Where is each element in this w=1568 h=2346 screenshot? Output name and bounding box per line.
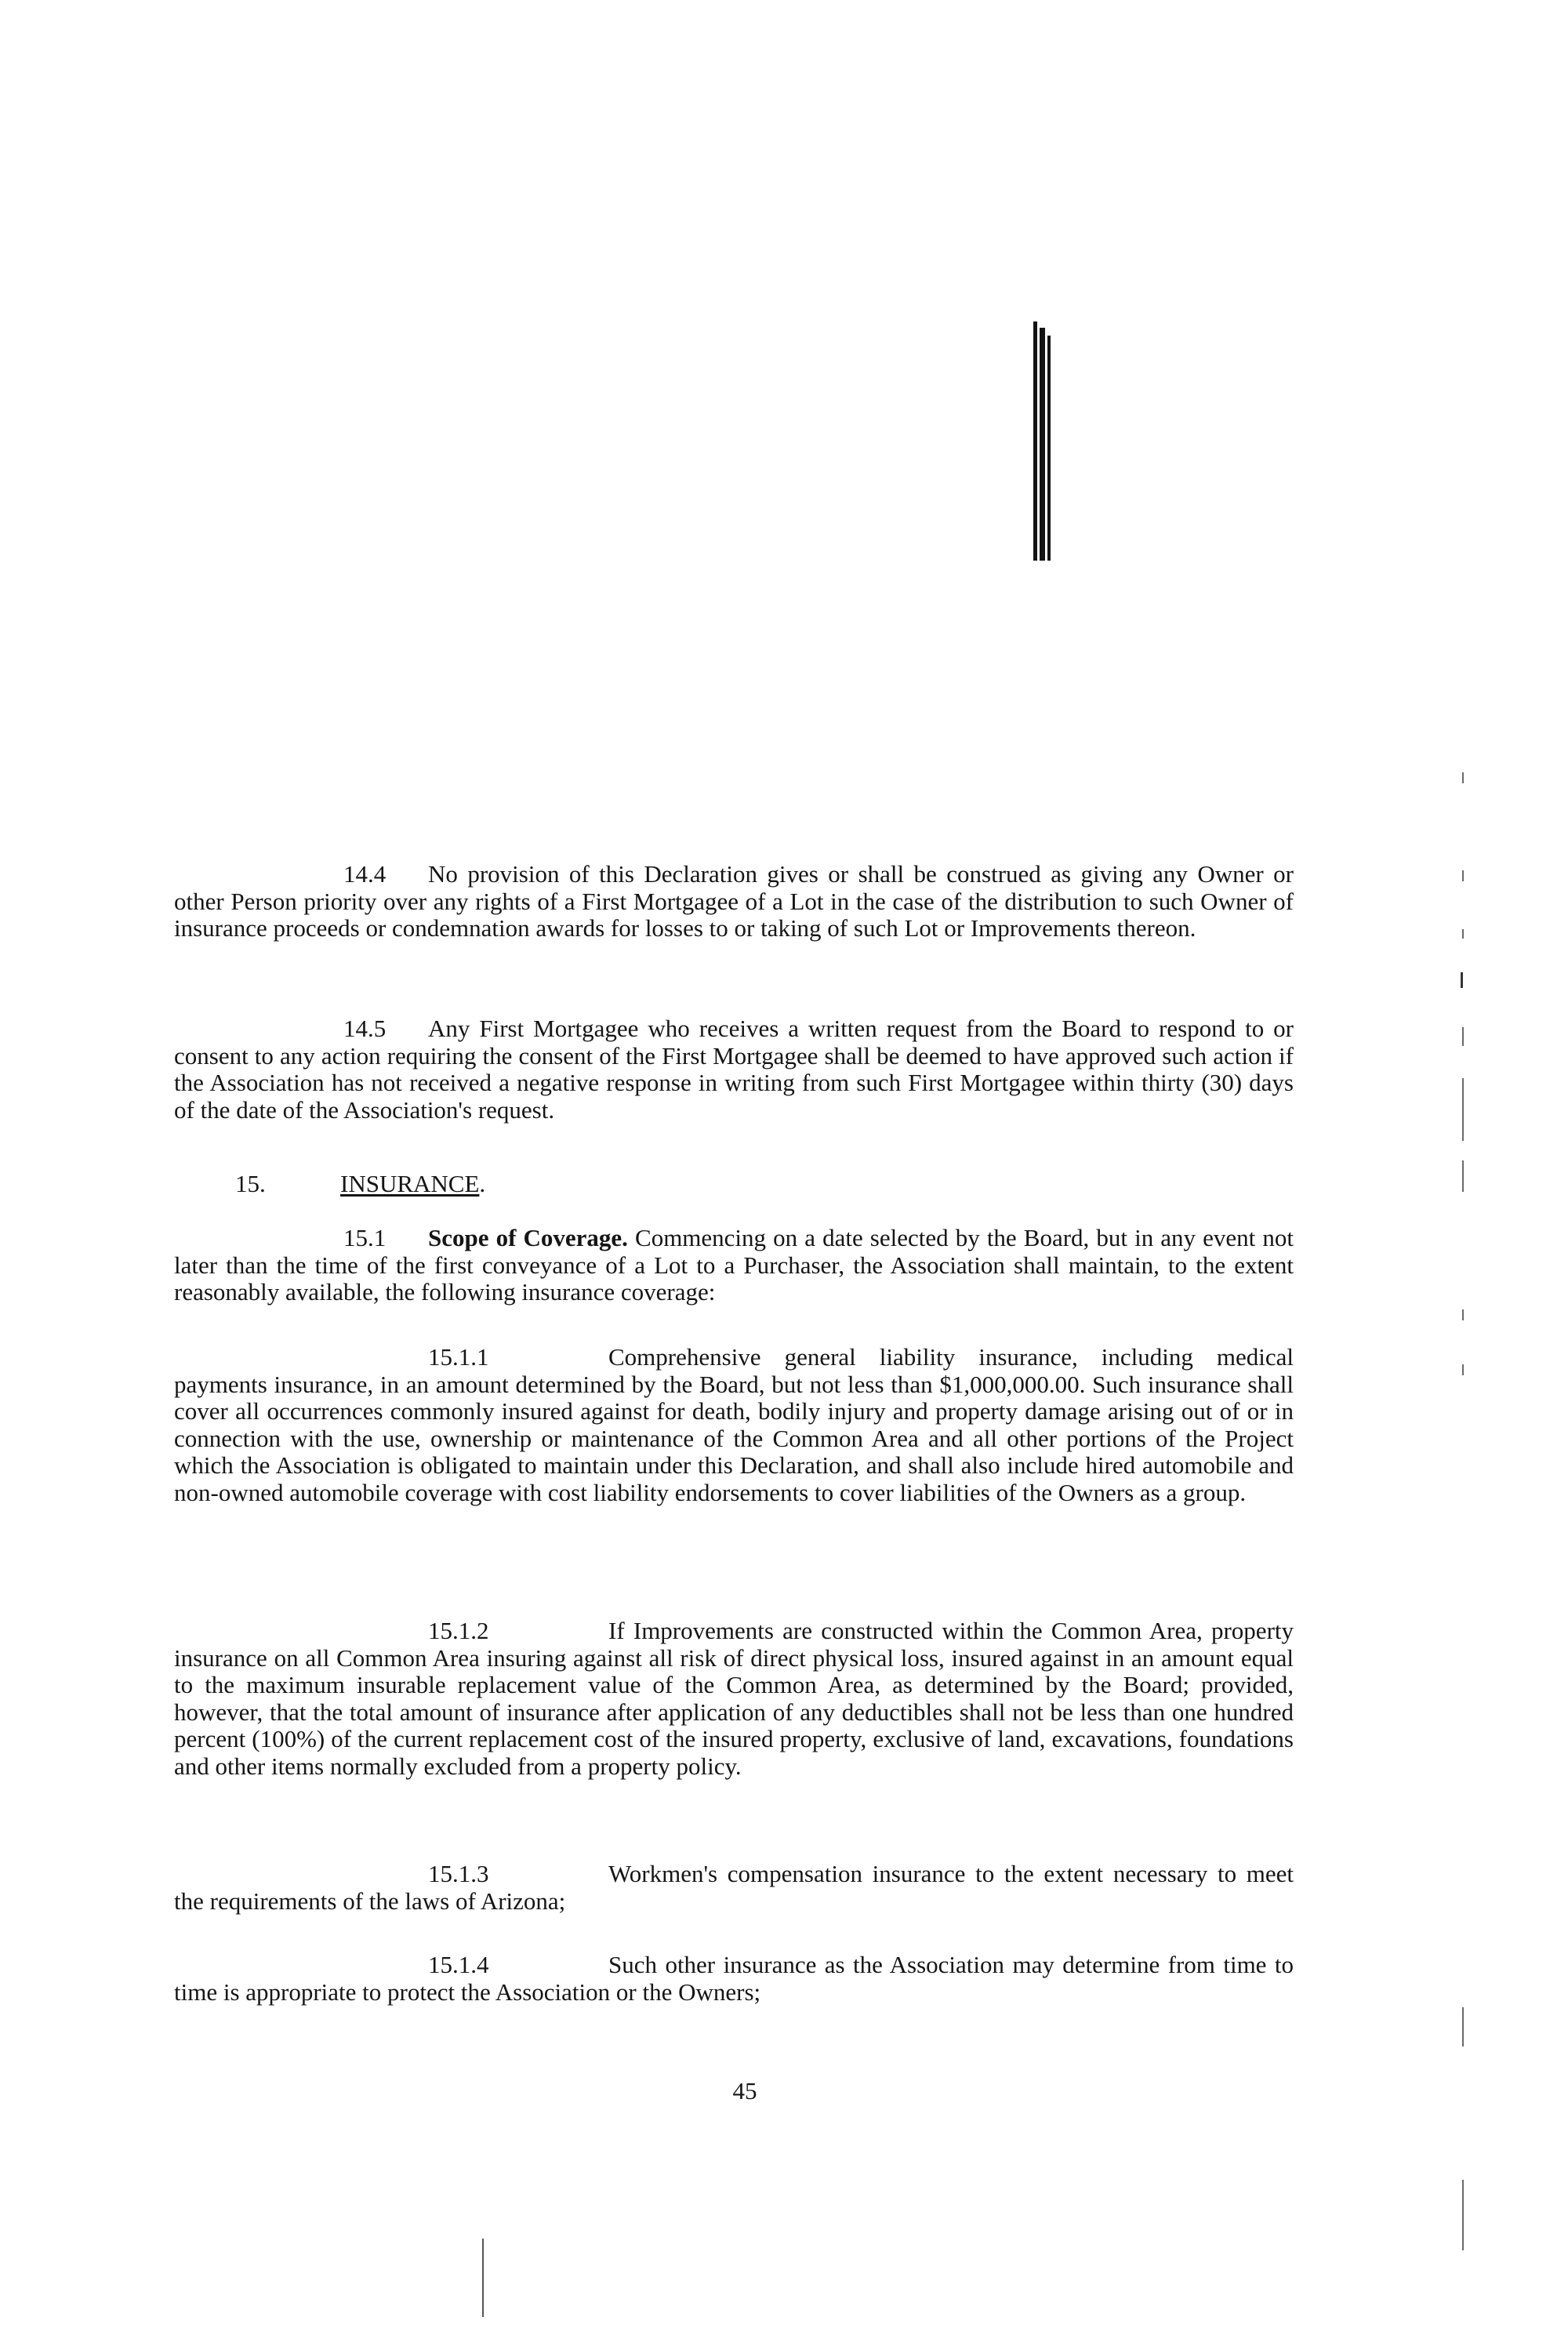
paragraph-15-1-3 <box>174 1861 1294 1915</box>
paragraph-text: Comprehensive general liability insurance, including medical payments insurance, in an amount determined by the Board, but not less than $1,000,000.00. Such insurance shall cover all occurrences commonly insured against for death, bodily injury and property damage arising out of or in connection with the use, ownership or maintenance of the Common Area and all other portions of the Project which the Association is obligated to maintain under this Declaration, and shall also include hired automobile and non-owned automobile coverage with cost liability endorsements to cover liabilities of the Owners as a group. <box>174 1343 1294 1506</box>
scan-speck <box>1462 1309 1464 1320</box>
paragraph-15-1-4 <box>174 1952 1294 2006</box>
scan-speck <box>1461 972 1463 988</box>
scan-speck <box>1462 1027 1464 1046</box>
paragraph-number: 15.1.4 <box>428 1951 489 1978</box>
paragraph-text: Any First Mortgagee who receives a written request from the Board to respond to or consent to any action requiring the consent of the First Mortgagee shall be deemed to have approved such action if the Association has not received a negative response in writing from such First Mortgagee within thirty (30) days of the date of the Association's request. <box>174 1015 1294 1124</box>
paragraph-number: 15.1.2 <box>428 1617 489 1644</box>
paragraph-text: Commencing on a date selected by the Board, but in any event not later than the time of the first conveyance of a Lot to a Purchaser, the Association shall maintain, to the extent reasonably available, the following insurance coverage: <box>174 1224 1294 1306</box>
paragraph-15-1-1 <box>174 1344 1294 1506</box>
scan-mark-bar <box>1047 336 1051 561</box>
scan-mark-bar <box>1033 321 1037 561</box>
scan-speck <box>1462 2007 1464 2046</box>
section-number: 15. <box>235 1170 266 1197</box>
paragraph-number: 14.5 <box>343 1015 387 1042</box>
scan-mark-bar <box>1040 328 1045 561</box>
section-title: INSURANCE <box>340 1170 480 1197</box>
paragraph-text: Workmen's compensation insurance to the extent necessary to meet the requirements of the laws of Arizona; <box>174 1860 1294 1915</box>
section-title-period: . <box>479 1170 486 1197</box>
paragraph-text: Such other insurance as the Association may determine from time to time is appropriate to protect the Association or the Owners; <box>174 1951 1294 2006</box>
paragraph-number: 15.1 <box>343 1224 387 1251</box>
paragraph-15-1 <box>174 1225 1294 1306</box>
paragraph-14-4 <box>174 861 1294 942</box>
paragraph-text: No provision of this Declaration gives or shall be construed as giving any Owner or other Person priority over any rights of a First Mortgagee of a Lot in the case of the distribution to such Owner of insurance proceeds or condemnation awards for losses to or taking of such Lot or Improvements thereon. <box>174 860 1294 942</box>
paragraph-14-5 <box>174 1015 1294 1124</box>
section-heading <box>235 1171 485 1198</box>
paragraph-text: If Improvements are constructed within the Common Area, property insurance on all Common Area insuring against all risk of direct physical loss, insured against in an amount equal to the maximum insurable replacement value of the Common Area, as determined by the Board; provided, however, that the total amount of insurance after application of any deductibles shall not be less than one hundred percent (100%) of the current replacement cost of the insured property, exclusive of land, excavations, foundations and other items normally excluded from a property policy. <box>174 1617 1294 1780</box>
scan-mark-bar <box>482 2239 484 2317</box>
scan-speck <box>1462 870 1464 881</box>
scan-speck <box>1462 2180 1464 2250</box>
paragraph-heading: Scope of Coverage. <box>428 1224 628 1251</box>
paragraph-15-1-2 <box>174 1618 1294 1780</box>
scan-speck <box>1462 1078 1464 1141</box>
paragraph-number: 14.4 <box>343 860 387 888</box>
page-number: 45 <box>732 2077 757 2104</box>
scan-speck <box>1462 929 1464 939</box>
scan-speck <box>1462 772 1464 783</box>
scan-speck <box>1462 1160 1464 1192</box>
paragraph-number: 15.1.3 <box>428 1860 489 1887</box>
paragraph-number: 15.1.1 <box>428 1343 489 1371</box>
scan-speck <box>1462 1364 1464 1375</box>
